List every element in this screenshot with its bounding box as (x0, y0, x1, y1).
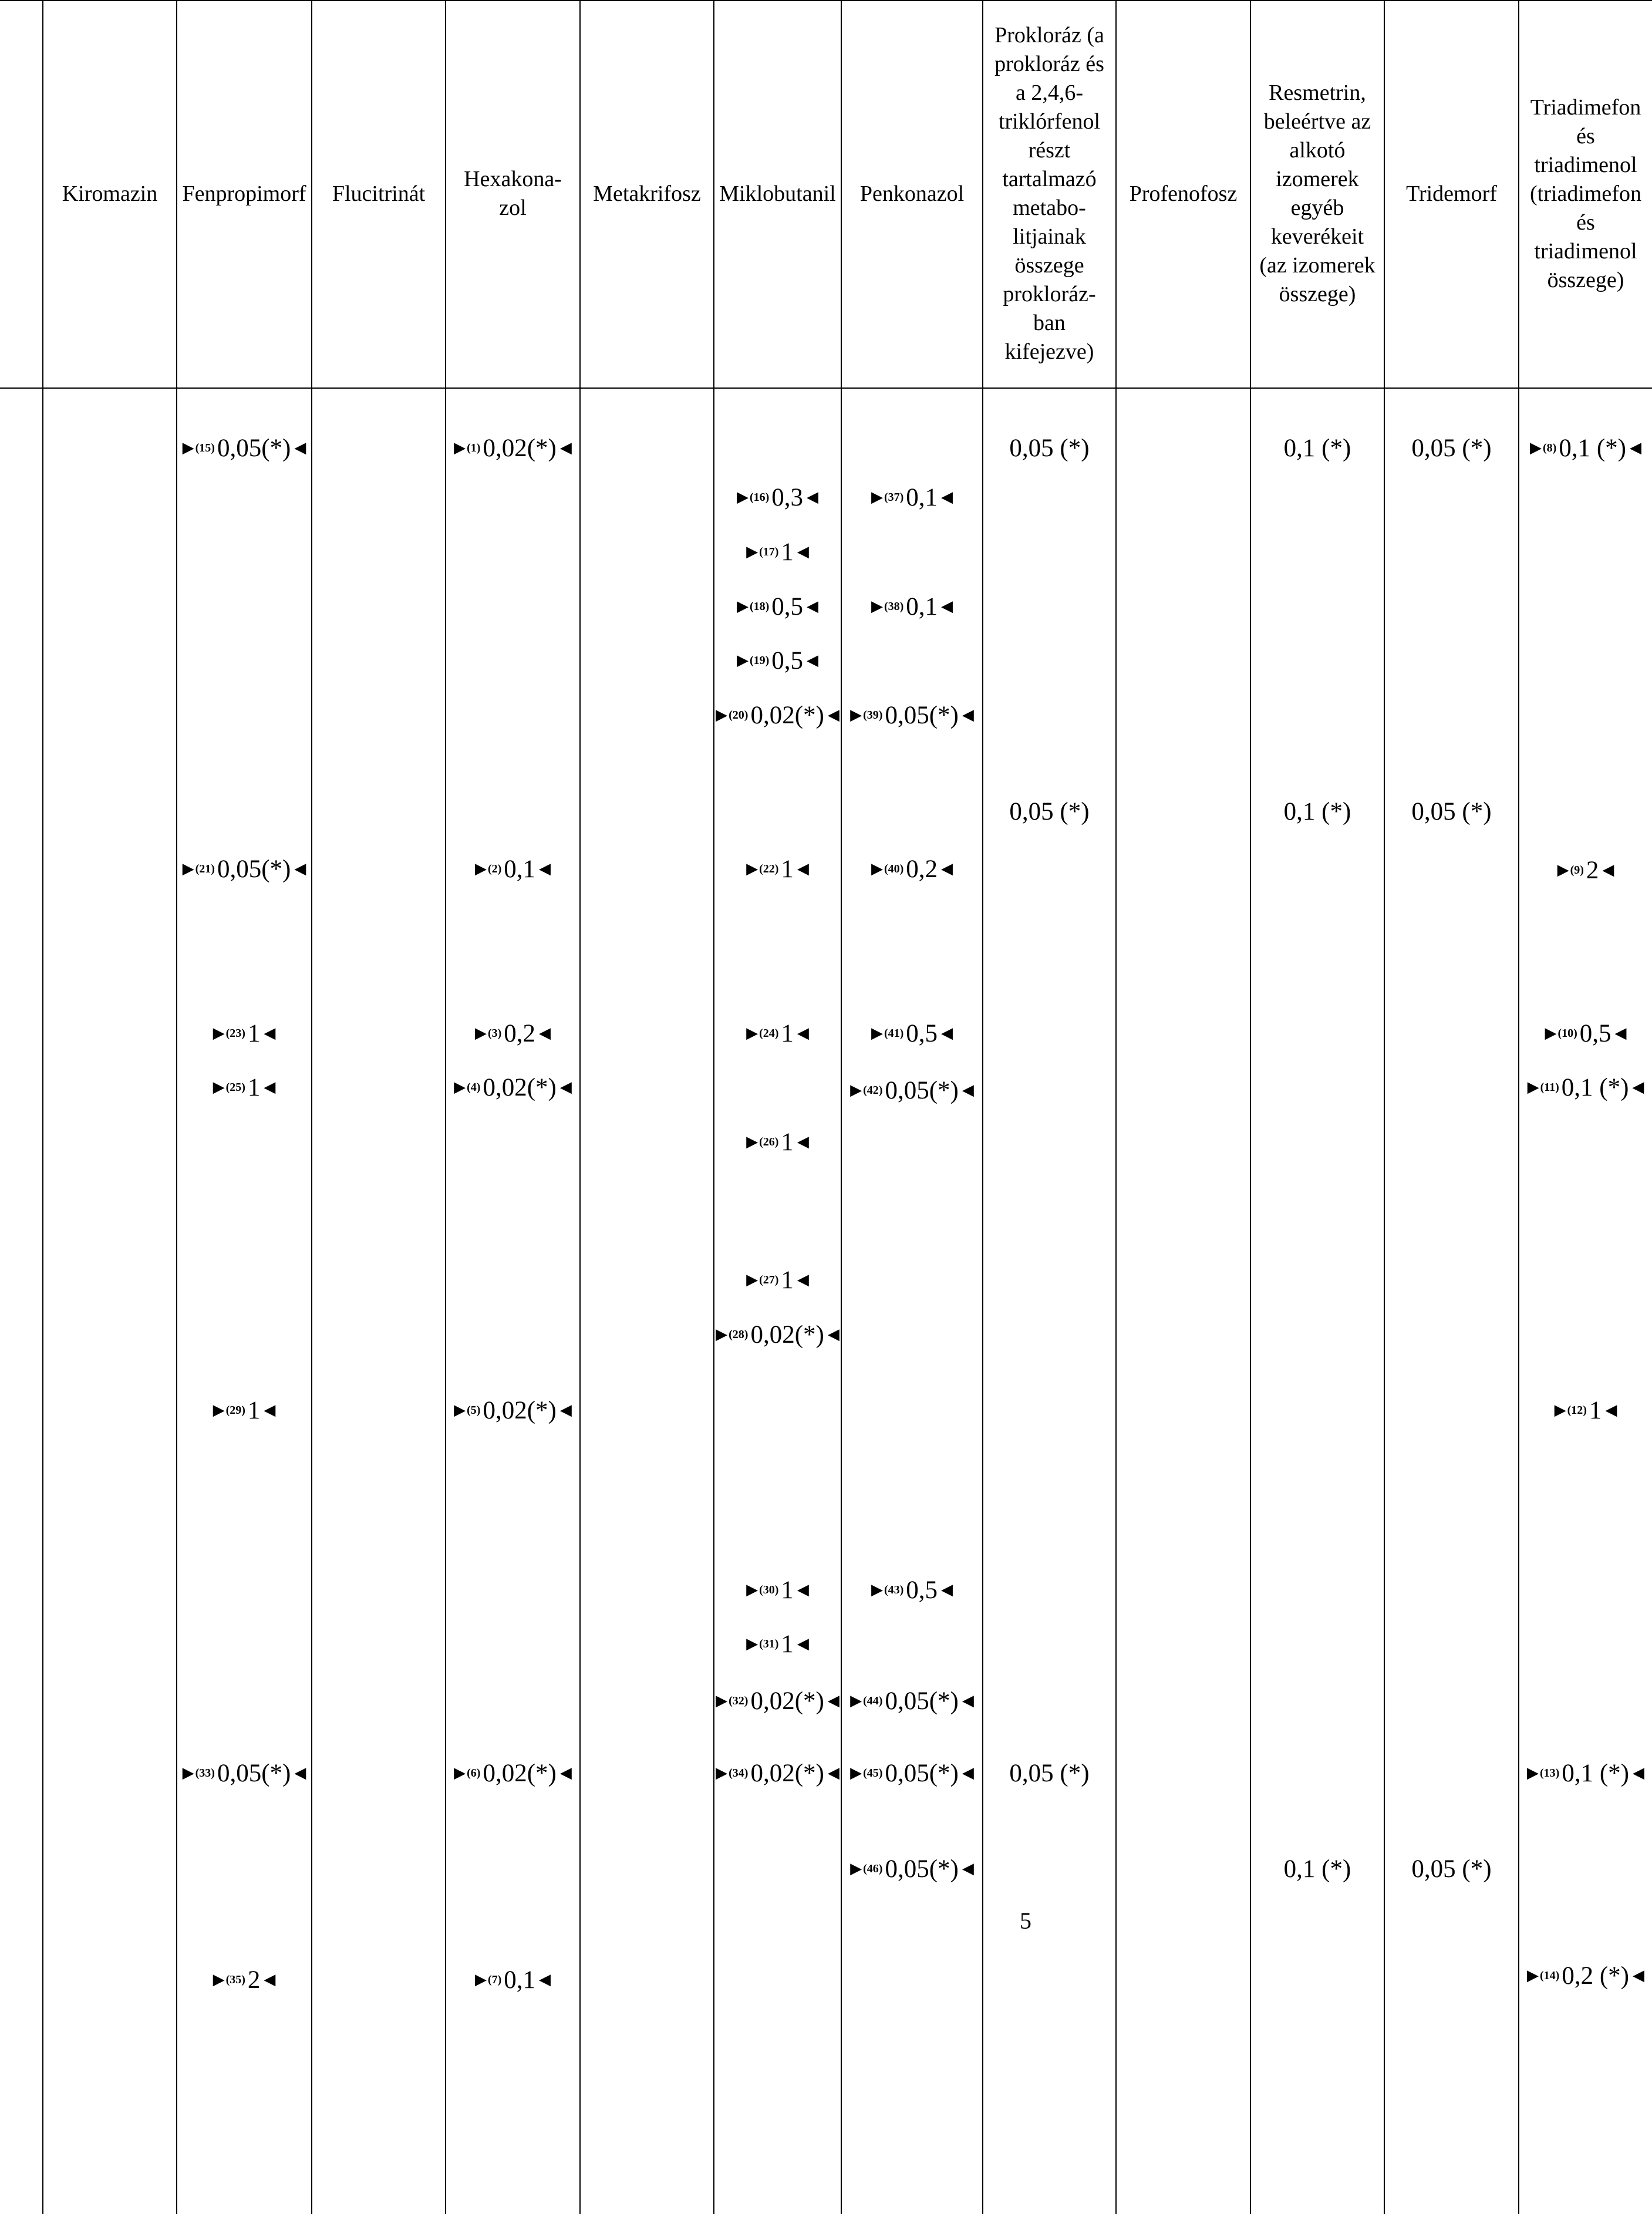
amendment-start-icon: ▶ (871, 598, 883, 615)
amendment-end-icon: ◀ (264, 1079, 276, 1096)
header-line: tartalmazó (1002, 167, 1097, 191)
amendment-end-icon: ◀ (807, 488, 819, 506)
amendment-end-icon: ◀ (559, 1764, 572, 1781)
footnote-ref: (41) (884, 1026, 904, 1040)
amendment-start-icon: ▶ (871, 1025, 883, 1042)
cell-value: 0,1 (906, 483, 938, 511)
amendment-start-icon: ▶ (746, 1271, 758, 1288)
amendment-start-icon: ▶ (746, 1133, 758, 1150)
table-cell (177, 1962, 311, 1997)
table-cell (842, 589, 982, 624)
footnote-ref: (15) (195, 441, 215, 454)
footnote-ref: (19) (749, 653, 770, 667)
amendment-start-icon: ▶ (1557, 861, 1569, 878)
table-cell (1251, 794, 1384, 829)
header-line: Hexakona- (464, 167, 562, 191)
header-label: Metakrifosz (593, 181, 701, 206)
header-line: zol (499, 196, 527, 220)
amendment-end-icon: ◀ (962, 1860, 974, 1877)
amendment-start-icon: ▶ (182, 439, 194, 456)
amendment-end-icon: ◀ (941, 860, 953, 877)
header-label: Penkonazol (859, 181, 965, 206)
cell-value: 0,5 (1579, 1019, 1611, 1047)
header-line: részt (1028, 138, 1071, 163)
amendment-start-icon: ▶ (716, 706, 728, 723)
table-cell (842, 1851, 982, 1886)
header-tridemorf (1385, 0, 1518, 387)
header-line: összege) (1279, 282, 1356, 306)
cell-value: 0,5 (771, 592, 804, 621)
header-line: egyéb (1290, 196, 1344, 220)
footnote-ref: (3) (487, 1026, 502, 1040)
cell-value: 0,02(*) (483, 1759, 557, 1787)
amendment-end-icon: ◀ (962, 1692, 974, 1709)
cell-value: 0,05 (*) (1009, 1759, 1090, 1787)
amendment-start-icon: ▶ (474, 1971, 487, 1988)
header-profenofosz (1117, 0, 1250, 387)
cell-value: 0,05 (*) (1009, 434, 1090, 462)
amendment-start-icon: ▶ (850, 1081, 862, 1098)
footnote-ref: (23) (225, 1026, 245, 1040)
amendment-end-icon: ◀ (827, 1326, 840, 1343)
amendment-start-icon: ▶ (716, 1326, 728, 1343)
header-label: Flucitrinát (332, 181, 426, 206)
table-cell (1519, 1958, 1652, 1993)
cell-value: 0,1 (*) (1283, 797, 1351, 825)
cell-value: 0,05(*) (217, 434, 291, 462)
header-label: Miklobutanil (719, 181, 836, 206)
cell-value: 0,05 (*) (1411, 1855, 1492, 1883)
amendment-start-icon: ▶ (871, 488, 883, 506)
table-cell (1519, 852, 1652, 888)
table-cell (842, 1683, 982, 1718)
amendment-end-icon: ◀ (539, 1025, 551, 1042)
table-cell (714, 1626, 841, 1662)
amendment-end-icon: ◀ (294, 860, 306, 877)
header-line: Prokloráz (a (994, 23, 1104, 48)
amendment-end-icon: ◀ (827, 1764, 840, 1781)
table-cell (983, 794, 1115, 829)
page-number: 5 (1020, 1908, 1031, 1934)
cell-value: 0,05(*) (885, 701, 959, 729)
table-cell (842, 1016, 982, 1051)
cell-value: 2 (247, 1966, 261, 1994)
table-cell (714, 643, 841, 678)
header-line: beleértve az (1263, 109, 1371, 134)
cell-value: 0,2 (906, 855, 938, 883)
amendment-start-icon: ▶ (474, 1025, 487, 1042)
header-line: (triadimefon (1530, 181, 1641, 206)
footnote-ref: (14) (1540, 1969, 1560, 1982)
table-cell (177, 1393, 311, 1428)
footnote-ref: (34) (729, 1766, 749, 1780)
cell-value: 0,05 (*) (1411, 434, 1492, 462)
cell-value: 0,1 (*) (1283, 1855, 1351, 1883)
amendment-end-icon: ◀ (941, 1025, 953, 1042)
table-cell (983, 430, 1115, 466)
table-cell (842, 480, 982, 515)
header-line: prokloráz és (994, 52, 1104, 76)
amendment-end-icon: ◀ (962, 706, 974, 723)
amendment-start-icon: ▶ (474, 860, 487, 877)
table-cell (714, 851, 841, 887)
amendment-end-icon: ◀ (539, 1971, 551, 1988)
amendment-end-icon: ◀ (1602, 861, 1614, 878)
amendment-start-icon: ▶ (746, 1581, 758, 1598)
cell-value: 0,02(*) (483, 434, 557, 462)
footnote-ref: (20) (729, 708, 749, 722)
cell-value: 0,05(*) (885, 1076, 959, 1104)
amendment-start-icon: ▶ (736, 598, 749, 615)
header-line: Triadimefon (1530, 95, 1641, 120)
footnote-ref: (18) (749, 599, 770, 613)
header-bottom-border (0, 387, 1652, 389)
amendment-start-icon: ▶ (871, 860, 883, 877)
header-line: összege) (1547, 267, 1624, 292)
cell-value: 1 (781, 538, 794, 566)
cell-value: 0,05(*) (217, 855, 291, 883)
amendment-end-icon: ◀ (797, 543, 809, 560)
amendment-start-icon: ▶ (1527, 1079, 1539, 1096)
amendment-end-icon: ◀ (264, 1401, 276, 1418)
cell-value: 0,2 (*) (1562, 1962, 1629, 1990)
header-miklobutanil (714, 0, 841, 387)
amendment-start-icon: ▶ (213, 1971, 225, 1988)
header-label: Fenpropimorf (182, 181, 306, 206)
amendment-end-icon: ◀ (797, 1133, 809, 1150)
table-cell (446, 430, 579, 466)
amendment-end-icon: ◀ (1605, 1401, 1617, 1418)
footnote-ref: (42) (863, 1083, 883, 1097)
amendment-end-icon: ◀ (559, 1079, 572, 1096)
footnote-ref: (33) (195, 1766, 215, 1780)
table-cell (446, 851, 579, 887)
footnote-ref: (38) (884, 599, 904, 613)
amendment-end-icon: ◀ (807, 652, 819, 669)
table-cell (714, 697, 841, 733)
amendment-start-icon: ▶ (871, 1581, 883, 1598)
footnote-ref: (32) (729, 1694, 749, 1707)
header-line: és (1576, 123, 1595, 149)
table-cell (714, 1755, 841, 1791)
table-cell (446, 1755, 579, 1791)
footnote-ref: (4) (467, 1080, 481, 1094)
cell-value: 0,1 (504, 855, 536, 883)
footnote-ref: (9) (1570, 863, 1584, 877)
amendment-start-icon: ▶ (850, 1764, 862, 1781)
header-kiromazin (43, 0, 176, 387)
table-cell (714, 480, 841, 515)
amendment-start-icon: ▶ (850, 1860, 862, 1877)
footnote-ref: (44) (863, 1694, 883, 1707)
amendment-start-icon: ▶ (746, 543, 758, 560)
amendment-start-icon: ▶ (1545, 1025, 1557, 1042)
footnote-ref: (5) (467, 1403, 481, 1417)
amendment-end-icon: ◀ (827, 1692, 840, 1709)
amendment-end-icon: ◀ (962, 1764, 974, 1781)
cell-value: 0,2 (504, 1019, 536, 1047)
table-cell (842, 1755, 982, 1791)
cell-value: 0,5 (906, 1019, 938, 1047)
header-line: (az izomerek (1259, 253, 1375, 278)
table-cell (714, 534, 841, 569)
header-line: izomerek (1276, 167, 1359, 191)
amendment-start-icon: ▶ (182, 860, 194, 877)
cell-value: 0,02(*) (750, 1687, 824, 1715)
amendment-start-icon: ▶ (746, 860, 758, 877)
header-metakrifosz (581, 0, 713, 387)
header-line: ban (1033, 311, 1066, 335)
cell-value: 0,05(*) (217, 1759, 291, 1787)
footnote-ref: (40) (884, 862, 904, 875)
amendment-end-icon: ◀ (941, 1581, 953, 1598)
cell-value: 2 (1586, 856, 1599, 884)
footnote-ref: (22) (759, 862, 779, 875)
amendment-start-icon: ▶ (746, 1025, 758, 1042)
footnote-ref: (35) (225, 1973, 245, 1986)
table-cell (1385, 1851, 1518, 1886)
header-label: Profenofosz (1129, 181, 1238, 206)
cell-value: 0,02(*) (483, 1073, 557, 1101)
table-cell (714, 1124, 841, 1160)
table-cell (1519, 1070, 1652, 1105)
cell-value: 1 (781, 1576, 794, 1604)
table-cell (842, 851, 982, 887)
footnote-ref: (30) (759, 1583, 779, 1596)
table-cell (1385, 794, 1518, 829)
table-cell (177, 430, 311, 466)
header-flucitrinat (312, 0, 445, 387)
amendment-end-icon: ◀ (1614, 1025, 1627, 1042)
amendment-start-icon: ▶ (746, 1635, 758, 1652)
footnote-ref: (43) (884, 1583, 904, 1596)
footnote-ref: (1) (467, 441, 481, 454)
cell-value: 0,1 (*) (1562, 1759, 1629, 1787)
amendment-end-icon: ◀ (1632, 1079, 1644, 1096)
amendment-start-icon: ▶ (850, 1692, 862, 1709)
amendment-end-icon: ◀ (797, 1581, 809, 1598)
table-cell (714, 1572, 841, 1608)
table-cell (1251, 1851, 1384, 1886)
amendment-start-icon: ▶ (716, 1692, 728, 1709)
footnote-ref: (27) (759, 1273, 779, 1286)
table-cell (714, 1317, 841, 1352)
amendment-start-icon: ▶ (213, 1025, 225, 1042)
amendment-start-icon: ▶ (454, 1764, 466, 1781)
table-cell (714, 1262, 841, 1298)
amendment-start-icon: ▶ (1527, 1764, 1539, 1781)
cell-value: 0,1 (504, 1966, 536, 1994)
header-line: triadimenol (1534, 238, 1637, 264)
cell-value: 0,02(*) (483, 1396, 557, 1424)
cell-value: 0,05(*) (885, 1759, 959, 1787)
amendment-end-icon: ◀ (797, 1635, 809, 1652)
table-cell (177, 1016, 311, 1051)
table-cell (446, 1016, 579, 1051)
amendment-end-icon: ◀ (807, 598, 819, 615)
footnote-ref: (6) (467, 1766, 481, 1780)
header-line: triklórfenol (998, 109, 1101, 134)
cell-value: 1 (781, 855, 794, 883)
header-line: prokloráz- (1003, 282, 1096, 306)
footnote-ref: (39) (863, 708, 883, 722)
amendment-start-icon: ▶ (454, 1401, 466, 1418)
amendment-start-icon: ▶ (454, 439, 466, 456)
table-cell (714, 1016, 841, 1051)
table-cell (714, 589, 841, 624)
cell-value: 1 (781, 1266, 794, 1294)
amendment-end-icon: ◀ (559, 1401, 572, 1418)
header-prokloraz (983, 0, 1115, 387)
cell-value: 0,05(*) (885, 1855, 959, 1883)
footnote-ref: (17) (759, 545, 779, 558)
table-cell (446, 1393, 579, 1428)
cell-value: 0,1 (*) (1559, 434, 1626, 462)
footnote-ref: (8) (1543, 441, 1557, 454)
header-line: kifejezve) (1004, 339, 1094, 364)
table-cell (1519, 1393, 1652, 1428)
amendment-end-icon: ◀ (264, 1971, 276, 1988)
cell-value: 0,02(*) (750, 701, 824, 729)
header-line: Resmetrin, (1269, 80, 1366, 105)
table-cell (842, 697, 982, 733)
footnote-ref: (25) (225, 1080, 245, 1094)
footnote-ref: (12) (1567, 1403, 1587, 1417)
amendment-end-icon: ◀ (797, 1025, 809, 1042)
amendment-end-icon: ◀ (797, 860, 809, 877)
cell-value: 1 (247, 1073, 261, 1101)
footnote-ref: (31) (759, 1637, 779, 1650)
cell-value: 0,1 (906, 592, 938, 621)
footnote-ref: (11) (1540, 1080, 1559, 1094)
amendment-start-icon: ▶ (736, 488, 749, 506)
header-penkonazol (842, 0, 982, 387)
amendment-end-icon: ◀ (1632, 1967, 1644, 1984)
table-cell (842, 1073, 982, 1108)
amendment-start-icon: ▶ (213, 1401, 225, 1418)
cell-value: 0,05 (*) (1009, 797, 1090, 825)
cell-value: 0,02(*) (750, 1320, 824, 1349)
amendment-start-icon: ▶ (213, 1079, 225, 1096)
header-line: keverékeit (1270, 224, 1364, 249)
footnote-ref: (21) (195, 862, 215, 875)
cell-value: 0,1 (*) (1561, 1073, 1629, 1101)
table-cell (1251, 430, 1384, 466)
amendment-start-icon: ▶ (1527, 1967, 1539, 1984)
header-resmetrin (1251, 0, 1384, 387)
header-line: litjainak (1013, 224, 1086, 249)
table-cell (177, 851, 311, 887)
amendment-start-icon: ▶ (182, 1764, 194, 1781)
footnote-ref: (29) (225, 1403, 245, 1417)
footnote-ref: (26) (759, 1135, 779, 1148)
cell-value: 1 (247, 1019, 261, 1047)
header-line: alkotó (1289, 138, 1346, 163)
table-cell (1519, 1755, 1652, 1791)
footnote-ref: (10) (1557, 1026, 1577, 1040)
cell-value: 0,5 (771, 646, 804, 675)
header-line: triadimenol (1534, 152, 1637, 177)
footnote-ref: (24) (759, 1026, 779, 1040)
amendment-end-icon: ◀ (1632, 1764, 1644, 1781)
amendment-start-icon: ▶ (1530, 439, 1542, 456)
header-line: és (1576, 210, 1595, 235)
header-fenpropimorf (177, 0, 311, 387)
cell-value: 1 (781, 1630, 794, 1658)
amendment-end-icon: ◀ (827, 706, 840, 723)
table-cell (446, 1962, 579, 1997)
table-cell (714, 1683, 841, 1718)
amendment-end-icon: ◀ (539, 860, 551, 877)
amendment-end-icon: ◀ (559, 439, 572, 456)
table-cell (177, 1070, 311, 1105)
footnote-ref: (46) (863, 1862, 883, 1875)
cell-value: 0,02(*) (750, 1759, 824, 1787)
cell-value: 1 (781, 1019, 794, 1047)
amendment-end-icon: ◀ (264, 1025, 276, 1042)
cell-value: 1 (247, 1396, 261, 1424)
footnote-ref: (45) (863, 1766, 883, 1780)
table-cell (1519, 430, 1652, 466)
header-label: Tridemorf (1406, 181, 1497, 206)
table-cell (446, 1070, 579, 1105)
cell-value: 0,5 (906, 1576, 938, 1604)
footnote-ref: (2) (487, 862, 502, 875)
amendment-end-icon: ◀ (962, 1081, 974, 1098)
amendment-end-icon: ◀ (1629, 439, 1641, 456)
header-line: metabo- (1013, 196, 1086, 220)
cell-value: 0,1 (*) (1283, 434, 1351, 462)
footnote-ref: (13) (1540, 1766, 1560, 1780)
amendment-end-icon: ◀ (294, 1764, 306, 1781)
table-cell (842, 1572, 982, 1608)
header-line: a 2,4,6- (1015, 80, 1083, 105)
amendment-start-icon: ▶ (1554, 1401, 1566, 1418)
amendment-start-icon: ▶ (736, 652, 749, 669)
footnote-ref: (37) (884, 490, 904, 504)
cell-value: 0,05(*) (885, 1687, 959, 1715)
table-cell (177, 1755, 311, 1791)
cell-value: 1 (781, 1128, 794, 1156)
footnote-ref: (16) (749, 490, 770, 504)
amendment-end-icon: ◀ (294, 439, 306, 456)
header-triadimefon (1519, 0, 1652, 387)
cell-value: 0,3 (771, 483, 804, 511)
amendment-start-icon: ▶ (716, 1764, 728, 1781)
amendment-end-icon: ◀ (941, 488, 953, 506)
header-label: Kiromazin (62, 181, 158, 206)
table-cell (1519, 1016, 1652, 1051)
footnote-ref: (7) (487, 1973, 502, 1986)
footnote-ref: (28) (729, 1327, 749, 1341)
amendment-end-icon: ◀ (797, 1271, 809, 1288)
amendment-end-icon: ◀ (941, 598, 953, 615)
cell-value: 1 (1589, 1396, 1602, 1424)
amendment-start-icon: ▶ (454, 1079, 466, 1096)
cell-value: 0,05 (*) (1411, 797, 1492, 825)
table-cell (983, 1755, 1115, 1791)
header-hexakonazol (446, 0, 579, 387)
header-line: összege (1014, 253, 1084, 278)
amendment-start-icon: ▶ (850, 706, 862, 723)
table-cell (1385, 430, 1518, 466)
